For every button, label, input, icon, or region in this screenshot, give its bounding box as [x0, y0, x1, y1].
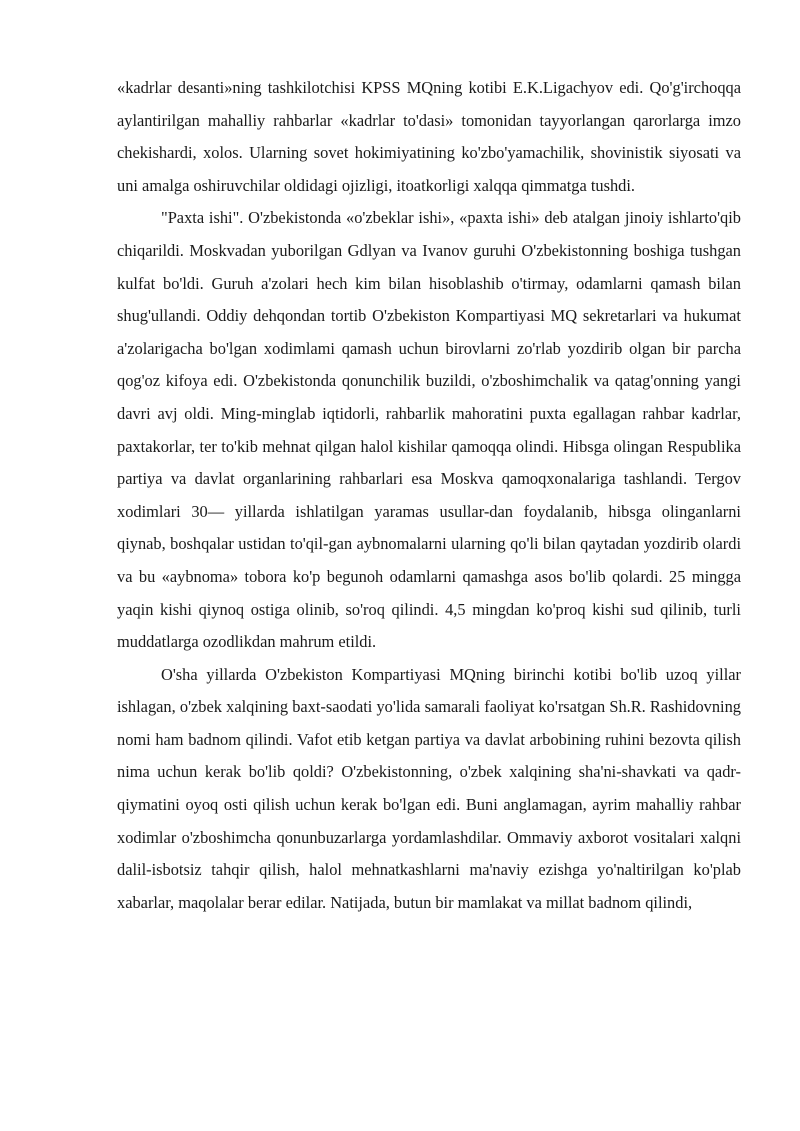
paragraph-2: "Paxta ishi". O'zbekistonda «o'zbeklar ishi», «paxta ishi» deb atalgan jinoiy ishlarto'qib chiqarildi. Moskvadan yuborilgan Gdlyan va Ivanov guruhi O'zbekistonning boshiga tushgan kulfat bo'ldi. Guruh a'zolari hech kim bilan hisoblashib o'tirmay, odamlarni qamash bilan shug'ullandi. Oddiy dehqondan tortib O'zbekiston Kompartiyasi MQ sekretarlari va hukumat a'zolarigacha bo'lgan xodimlami qamash uchun birovlarni zo'rlab yozdirib olgan bir parcha qog'oz kifoya edi. O'zbekistonda qonunchilik buzildi, o'zboshimchalik va qatag'onning yangi davri avj oldi. Ming-minglab iqtidorli, rahbarlik mahoratini puxta egallagan rahbar kadrlar, paxtakorlar, ter to'kib mehnat qilgan halol kishilar qamoqqa olindi. Hibsga olingan Respublika partiya va davlat organlarining rahbarlari esa Moskva qamoqxonalariga tashlandi. Tergov xodimlari 30— yillarda ishlatilgan yaramas usullar-dan foydalanib, hibsga olinganlarni qiynab, boshqalar ustidan to'qil-gan aybnomalarni ularning qo'li bilan qaytadan yozdirib olardi va bu «aybnoma» tobora ko'p begunoh odamlarni qamashga asos bo'lib qolardi. 25 mingga yaqin kishi qiynoq ostiga olinib, so'roq qilindi. 4,5 mingdan ko'proq kishi sud qilinib, turli muddatlarga ozodlikdan mahrum etildi. [117, 208, 741, 652]
document-page [117, 72, 741, 919]
paragraph-3: O'sha yillarda O'zbekiston Kompartiyasi MQning birinchi kotibi bo'lib uzoq yillar ishlagan, o'zbek xalqining baxt-saodati yo'lida samarali faoliyat ko'rsatgan Sh.R. Rashidovning nomi ham badnom qilindi. Vafot etib ketgan partiya va davlat arbobining ruhini bezovta qilish nima uchun kerak bo'lib qoldi? O'zbekistonning, o'zbek xalqining sha'ni-shavkati va qadr-qiymatini oyoq osti qilish uchun kerak bo'lgan edi. Buni anglamagan, ayrim mahalliy rahbar xodimlar o'zboshimcha qonunbuzarlarga yordamlashdilar. Ommaviy axborot vositalari xalqni dalil-isbotsiz tahqir qilish, halol mehnatkashlarni ma'naviy ezishga yo'naltirilgan ko'plab xabarlar, maqolalar berar edilar. Natijada, butun bir mamlakat va millat badnom qilindi, [117, 664, 741, 912]
paragraph-1: «kadrlar desanti»ning tashkilotchisi KPSS MQning kotibi E.K.Ligachyov edi. Qo'g'irchoqqa aylantirilgan mahalliy rahbarlar «kadrlar to'dasi» tomonidan tayyorlangan qarorlarga imzo chekishardi, xolos. Ularning sovet hokimiyatining ko'zbo'yamachilik, shovinistik siyosati va uni amalga oshiruvchilar oldidagi ojizligi, itoatkorligi xalqqa qimmatga tushdi. [117, 78, 741, 195]
